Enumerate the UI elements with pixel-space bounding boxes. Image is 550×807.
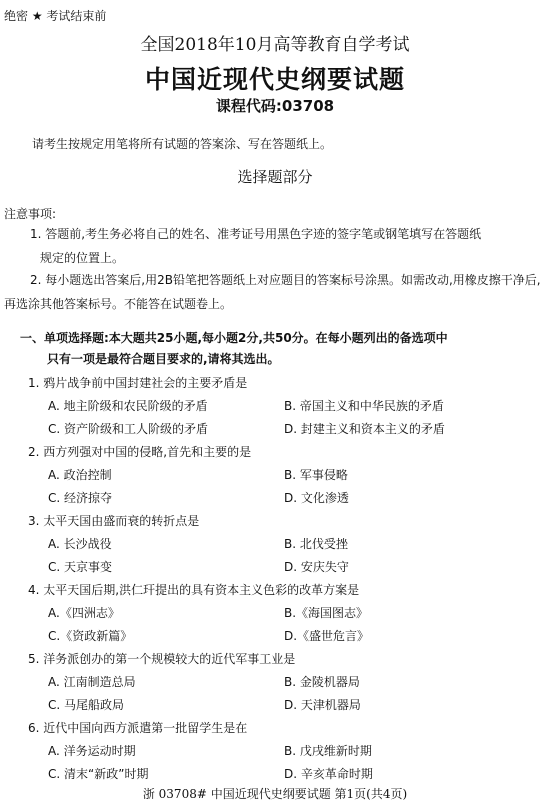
question-3-option-b: B. 北伐受挫 [284, 537, 348, 551]
question-1-option-b: B. 帝国主义和中华民族的矛盾 [284, 399, 444, 413]
confidential-mark: 绝密 ★ 考试结束前 [4, 9, 107, 23]
part-title: 选择题部分 [237, 168, 313, 186]
question-1-option-a: A. 地主阶级和农民阶级的矛盾 [48, 399, 208, 413]
question-2-option-b: B. 军事侵略 [284, 468, 348, 482]
question-2-stem: 2. 西方列强对中国的侵略,首先和主要的是 [28, 445, 252, 459]
question-6-option-b: B. 戊戌维新时期 [284, 744, 372, 758]
question-4-option-d: D.《盛世危言》 [284, 629, 370, 643]
question-1-stem: 1. 鸦片战争前中国封建社会的主要矛盾是 [28, 376, 248, 390]
question-5-option-d: D. 天津机器局 [284, 698, 361, 712]
question-5-stem: 5. 洋务派创办的第一个规模较大的近代军事工业是 [28, 652, 296, 666]
question-1-option-d: D. 封建主义和资本主义的矛盾 [284, 422, 445, 436]
page-footer: 浙 03708# 中国近现代史纲要试题 第1页(共4页) [142, 787, 408, 801]
section-heading [20, 328, 535, 370]
question-2-option-c: C. 经济掠夺 [48, 491, 113, 505]
notice-item-1 [4, 222, 542, 270]
general-instruction: 请考生按规定用笔将所有试题的答案涂、写在答题纸上。 [32, 137, 333, 151]
question-4-option-c: C.《资政新篇》 [48, 629, 133, 643]
question-3-stem: 3. 太平天国由盛而衰的转折点是 [28, 514, 200, 528]
question-1-option-c: C. 资产阶级和工人阶级的矛盾 [48, 422, 209, 436]
question-5-option-c: C. 马尾船政局 [48, 698, 125, 712]
question-3-option-a: A. 长沙战役 [48, 537, 112, 551]
question-3-option-d: D. 安庆失守 [284, 560, 349, 574]
question-4-stem: 4. 太平天国后期,洪仁玕提出的具有资本主义色彩的改革方案是 [28, 583, 360, 597]
question-3-option-c: C. 天京事变 [48, 560, 113, 574]
notice-heading: 注意事项: [4, 207, 57, 221]
question-6-option-a: A. 洋务运动时期 [48, 744, 136, 758]
question-2-option-d: D. 文化渗透 [284, 491, 349, 505]
question-5-option-a: A. 江南制造总局 [48, 675, 136, 689]
course-code: 课程代码:03708 [215, 97, 335, 115]
question-6-option-d: D. 辛亥革命时期 [284, 767, 373, 781]
section-heading-line-2: 只有一项是最符合题目要求的,请将其选出。 [47, 352, 280, 366]
exam-title: 全国2018年10月高等教育自学考试 [140, 35, 410, 55]
question-6-option-c: C. 清末“新政”时期 [48, 767, 149, 781]
question-5-option-b: B. 金陵机器局 [284, 675, 360, 689]
question-4-option-a: A.《四洲志》 [48, 606, 120, 620]
notice-item-2: 2. 每小题选出答案后,用2B铅笔把答题纸上对应题目的答案标号涂黑。如需改动,用橡皮擦干净后,再选涂其他答案标号。不能答在试题卷上。 [4, 273, 541, 311]
question-4-option-b: B.《海国图志》 [284, 606, 369, 620]
section-heading-line-1: 一、单项选择题:本大题共25小题,每小题2分,共50分。在每小题列出的备选项中 [20, 331, 448, 345]
notice-item-1-text: 1. 答题前,考生务必将自己的姓名、准考证号用黑色字迹的签字笔或钢笔填写在答题纸 [30, 227, 482, 241]
question-2-option-a: A. 政治控制 [48, 468, 112, 482]
notice-item-1-continuation: 规定的位置上。 [40, 251, 125, 265]
subject-title: 中国近现代史纲要试题 [144, 65, 405, 94]
question-6-stem: 6. 近代中国向西方派遣第一批留学生是在 [28, 721, 248, 735]
